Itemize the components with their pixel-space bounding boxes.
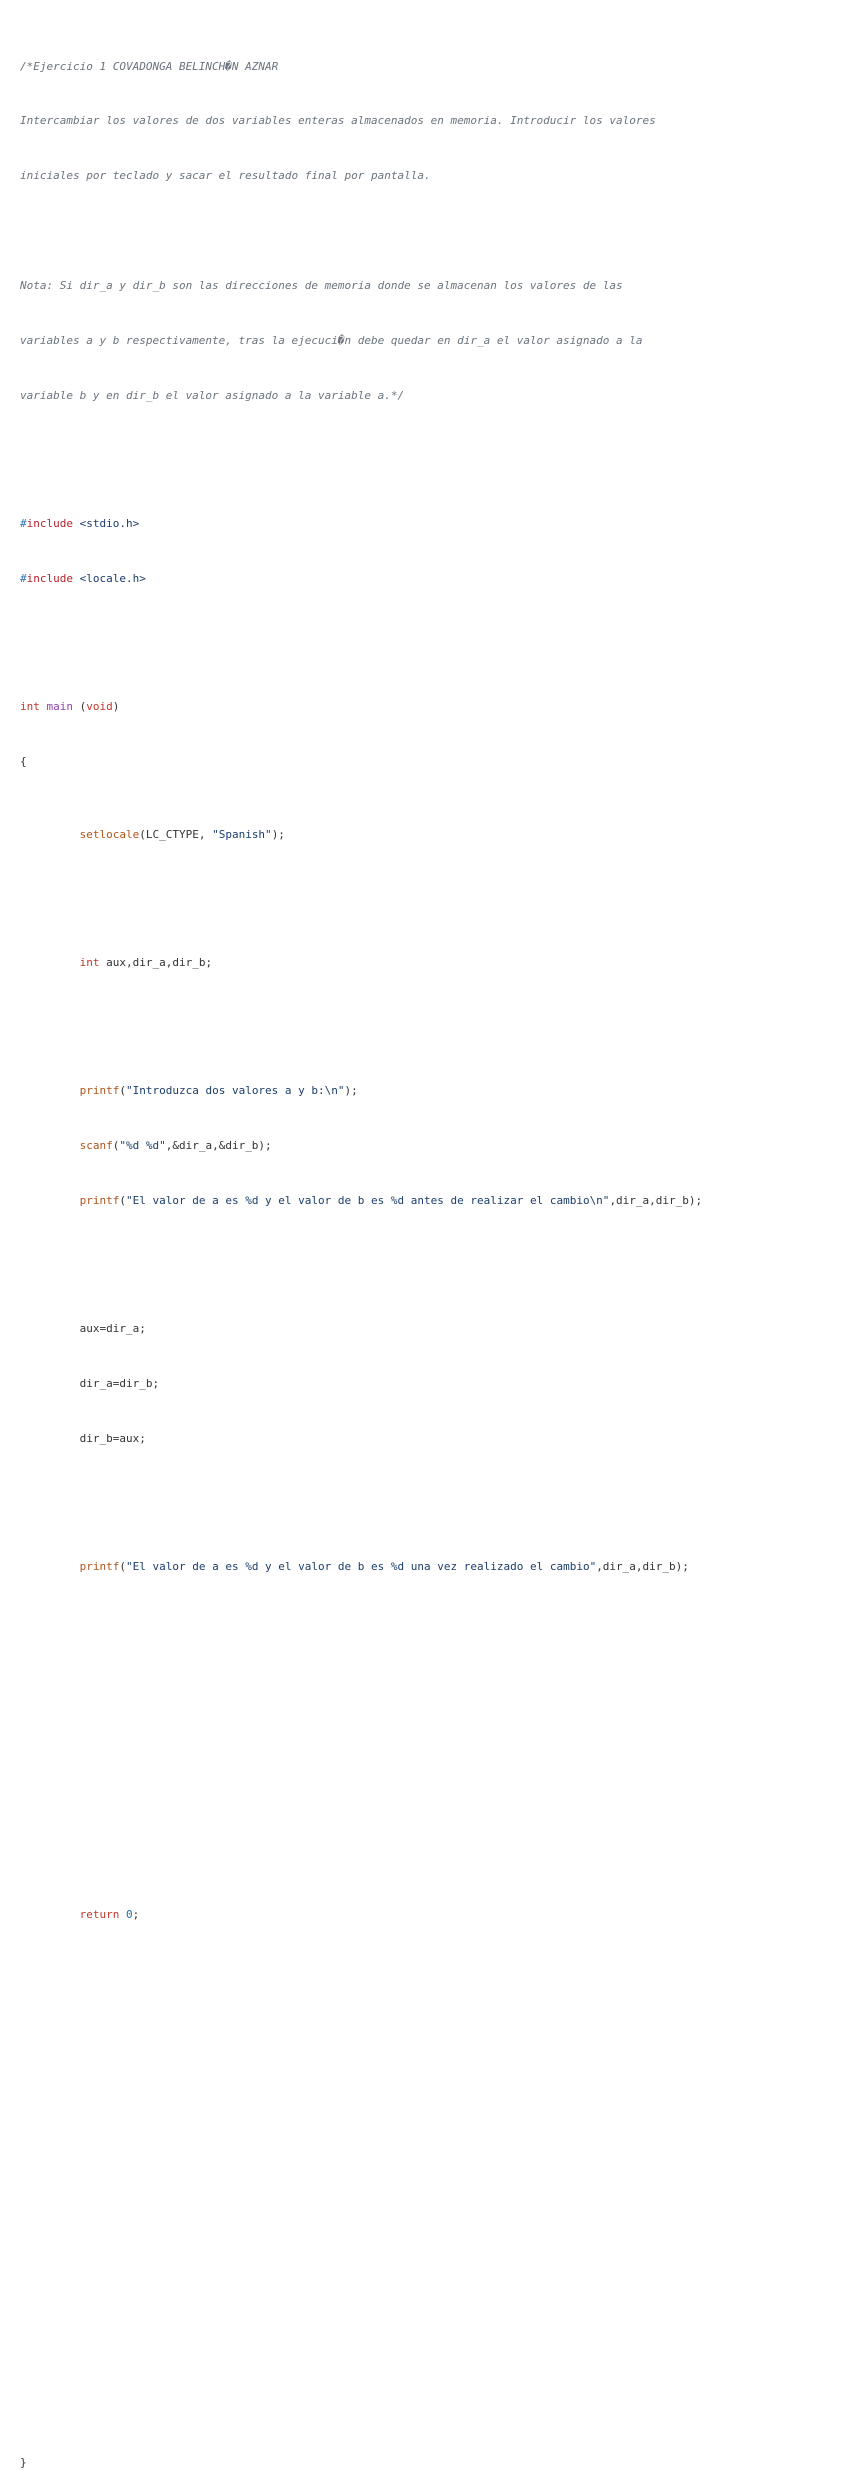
blank-line	[20, 2070, 702, 2088]
string-literal: "Spanish"	[212, 828, 272, 842]
call-end: ,dir_a,dir_b);	[609, 1194, 703, 1207]
blank-line	[20, 625, 702, 643]
call-name: printf	[79, 1084, 120, 1098]
blank-line	[20, 1960, 702, 1978]
indent	[20, 1194, 80, 1207]
call-name: setlocale	[79, 828, 140, 842]
include-header: <locale.h>	[79, 571, 146, 585]
call-end: ,dir_a,dir_b);	[596, 1559, 689, 1573]
blank-line	[20, 2125, 702, 2143]
include-keyword: include	[26, 517, 73, 531]
string-literal: "El valor de a es %d y el valor de b es %d una vez realizado el cambio"	[125, 1559, 597, 1573]
comment-line: variable b y en dir_b el valor asignado a la variable a.*/	[20, 388, 405, 402]
blank-line	[20, 1485, 702, 1503]
printf-prompt-line	[20, 1082, 702, 1100]
blank-line	[20, 1778, 702, 1796]
close-brace-line: }	[20, 2456, 27, 2470]
return-type: int	[20, 699, 40, 713]
indent	[20, 828, 80, 841]
call-name: scanf	[79, 1139, 113, 1153]
comment-line: Nota: Si dir_a y dir_b son las direcciones de memoria donde se almacenan los valores de las	[20, 279, 623, 293]
swap-line	[20, 1375, 702, 1393]
blank-line	[20, 2180, 702, 2198]
include-stdio-line	[20, 515, 702, 533]
swap-statement: dir_a=dir_b;	[79, 1376, 160, 1390]
return-line	[20, 1906, 702, 1924]
scanf-line	[20, 1137, 702, 1155]
blank-line	[20, 2235, 702, 2253]
type-keyword: int	[79, 956, 100, 970]
return-value: 0	[125, 1907, 133, 1921]
indent	[20, 1139, 80, 1152]
indent	[20, 1560, 80, 1573]
comment-line	[20, 222, 702, 240]
include-hash: #	[20, 517, 27, 531]
paren-open: (	[79, 699, 87, 713]
blank-line	[20, 2015, 702, 2033]
printf-after-line	[20, 1558, 702, 1576]
comment-line: Intercambiar los valores de dos variables enteras almacenados en memoria. Introducir los valores	[20, 114, 656, 128]
blank-line	[20, 2290, 702, 2308]
main-signature-line	[20, 698, 702, 716]
string-literal: "%d %d"	[119, 1139, 166, 1153]
swap-line	[20, 1430, 702, 1448]
blank-line	[20, 1613, 702, 1631]
semicolon: ;	[132, 1907, 140, 1921]
blank-line	[20, 1247, 702, 1265]
blank-line	[20, 1723, 702, 1741]
return-keyword: return	[79, 1907, 120, 1921]
open-brace-line: {	[20, 754, 27, 768]
call-args: (LC_CTYPE,	[139, 828, 213, 842]
swap-line	[20, 1320, 702, 1338]
comment-line: iniciales por teclado y sacar el resultado final por pantalla.	[20, 169, 431, 183]
indent	[20, 1322, 80, 1335]
paren-open: (	[119, 1084, 126, 1098]
indent	[20, 1432, 80, 1445]
string-literal: "Introduzca dos valores a y b:\n"	[125, 1084, 345, 1098]
blank-line	[20, 1668, 702, 1686]
indent	[20, 1377, 80, 1390]
declaration-line	[20, 954, 702, 972]
include-locale-line	[20, 570, 702, 588]
call-end: );	[344, 1084, 358, 1098]
blank-line	[20, 2345, 702, 2363]
printf-before-line	[20, 1192, 702, 1210]
code-listing	[20, 21, 702, 2491]
call-name: printf	[79, 1559, 120, 1573]
blank-line	[20, 442, 702, 460]
swap-statement: aux=dir_a;	[79, 1322, 146, 1336]
comment-line: /*Ejercicio 1 COVADONGA BELINCH�N AZNAR	[20, 59, 279, 73]
indent	[20, 1908, 80, 1921]
swap-statement: dir_b=aux;	[79, 1431, 146, 1445]
paren-open: (	[119, 1559, 126, 1573]
call-end: ,&dir_a,&dir_b);	[165, 1139, 272, 1153]
comment-line: variables a y b respectivamente, tras la ejecuci�n debe quedar en dir_a el valor asignado a la	[20, 334, 643, 348]
param-type: void	[86, 699, 113, 713]
include-hash: #	[20, 571, 27, 585]
paren-close: )	[112, 699, 120, 713]
paren-open: (	[112, 1139, 120, 1153]
call-end: );	[271, 828, 285, 842]
paren-open: (	[119, 1194, 126, 1207]
include-header: <stdio.h>	[79, 517, 140, 531]
function-name: main	[46, 699, 73, 713]
blank-line	[20, 2400, 702, 2418]
indent	[20, 956, 80, 969]
indent	[20, 1084, 80, 1097]
space	[119, 1908, 126, 1921]
blank-line	[20, 1832, 702, 1850]
declared-vars: aux,dir_a,dir_b;	[99, 956, 213, 970]
call-name: printf	[79, 1194, 120, 1207]
blank-line	[20, 1009, 702, 1027]
string-literal: "El valor de a es %d y el valor de b es %d antes de realizar el cambio\n"	[125, 1194, 610, 1207]
blank-line	[20, 881, 702, 899]
include-keyword: include	[26, 571, 73, 585]
setlocale-line	[20, 826, 702, 844]
